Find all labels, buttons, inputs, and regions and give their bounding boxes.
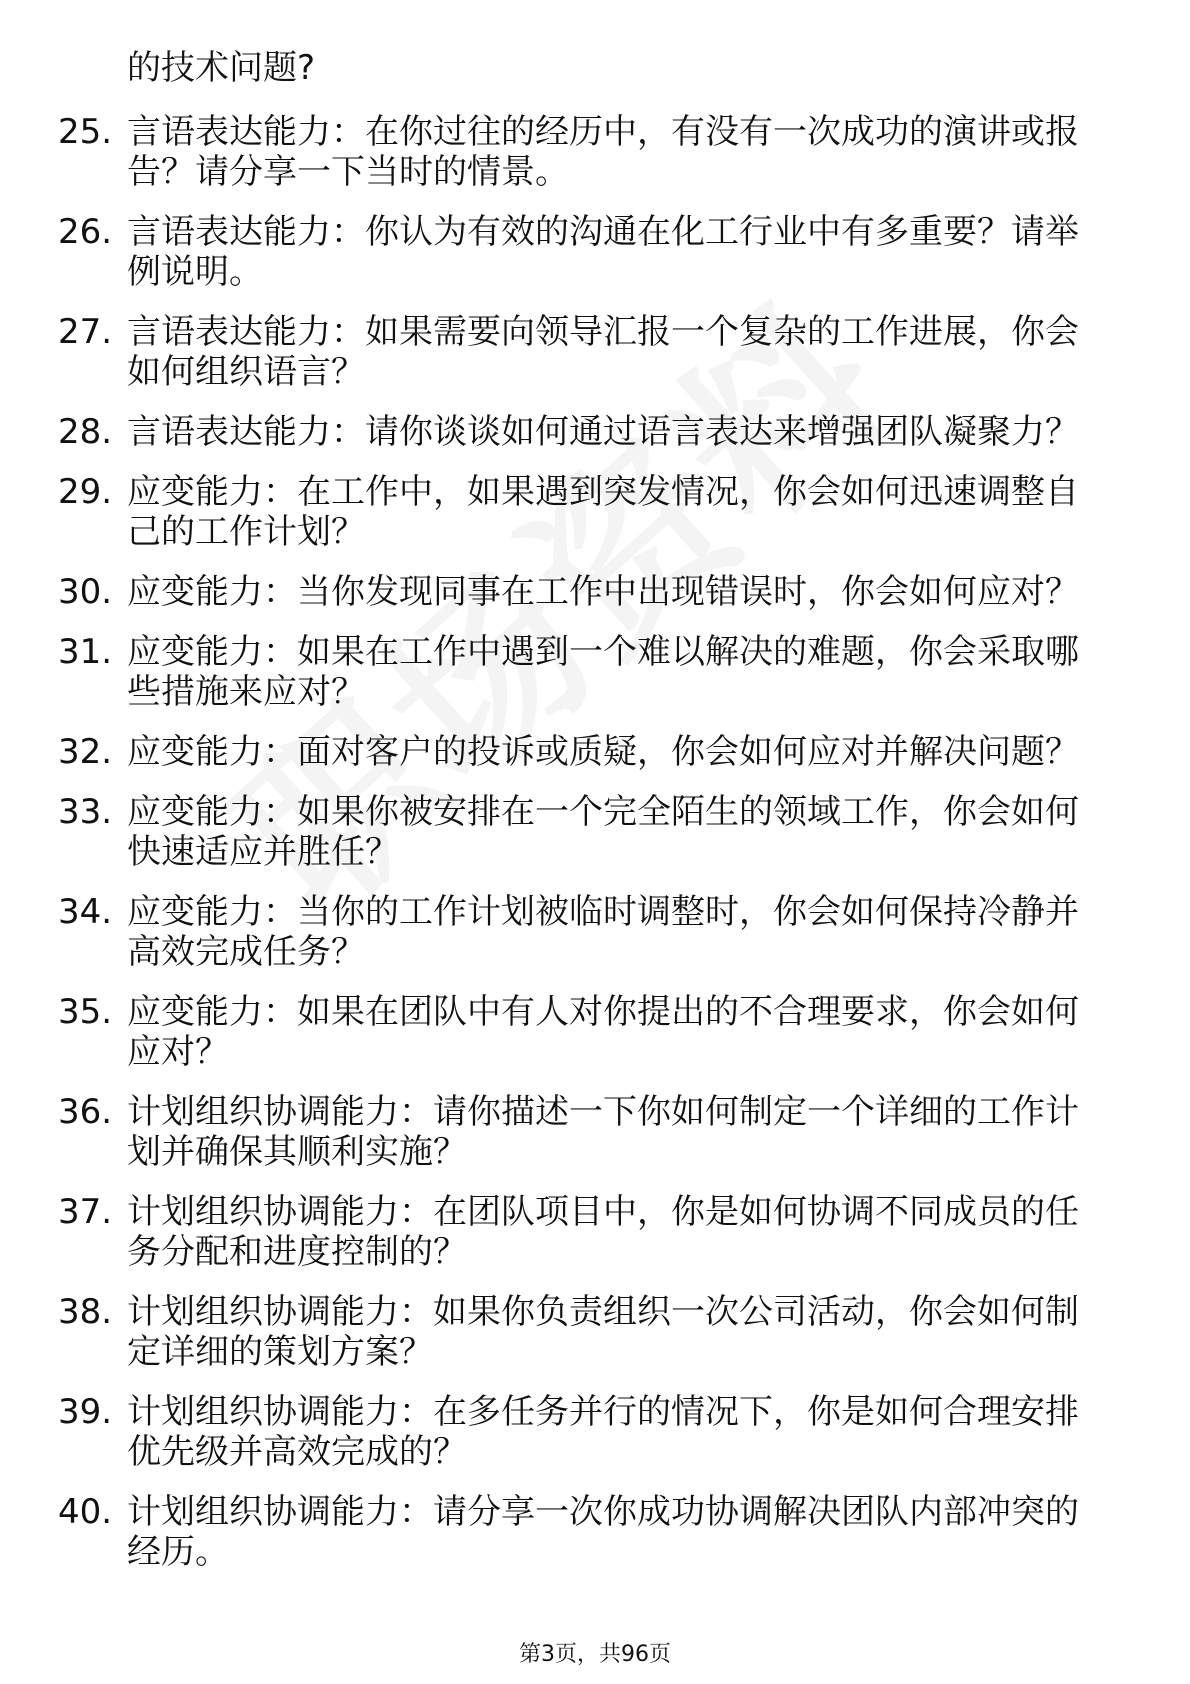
question-text-line: 应变能力：当你的工作计划被临时调整时，你会如何保持冷静并 [127,892,1079,932]
question-text-line: 言语表达能力：在你过往的经历中，有没有一次成功的演讲或报 [127,112,1079,152]
question-item [0,472,1190,552]
question-text-line: 应变能力：如果在团队中有人对你提出的不合理要求，你会如何 [127,992,1079,1032]
question-number: 27. [58,312,113,352]
question-item [0,412,1190,452]
question-text-line: 应变能力：面对客户的投诉或质疑，你会如何应对并解决问题？ [127,732,1079,772]
question-text-line: 定详细的策划方案？ [127,1332,433,1372]
question-number: 32. [58,732,113,772]
question-number: 31. [58,632,113,672]
question-number: 40. [58,1492,113,1532]
question-list [0,112,1190,1592]
question-text-line: 言语表达能力：你认为有效的沟通在化工行业中有多重要？请举 [127,212,1079,252]
question-text-line: 己的工作计划？ [127,512,365,552]
question-item [0,632,1190,712]
question-number: 34. [58,892,113,932]
question-text-line: 应变能力：如果你被安排在一个完全陌生的领域工作，你会如何 [127,792,1079,832]
question-item [0,992,1190,1072]
question-item [0,892,1190,972]
question-number: 37. [58,1192,113,1232]
question-item [0,792,1190,872]
question-text-line: 计划组织协调能力：请分享一次你成功协调解决团队内部冲突的 [127,1492,1079,1532]
question-text-line: 计划组织协调能力：在多任务并行的情况下，你是如何合理安排 [127,1392,1079,1432]
question-text-line: 应对？ [127,1032,229,1072]
question-number: 25. [58,112,113,152]
question-item [0,572,1190,612]
question-item [0,1092,1190,1172]
question-text-line: 经历。 [127,1532,229,1572]
continued-question-text: 的技术问题? [127,48,316,88]
question-item [0,212,1190,292]
question-text-line: 高效完成任务？ [127,932,365,972]
question-text-line: 告？请分享一下当时的情景。 [127,152,569,192]
question-number: 39. [58,1392,113,1432]
question-number: 30. [58,572,113,612]
question-text-line: 快速适应并胜任？ [127,832,399,872]
question-item [0,112,1190,192]
question-text-line: 如何组织语言？ [127,352,365,392]
question-text-line: 务分配和进度控制的？ [127,1232,467,1272]
question-text-line: 应变能力：在工作中，如果遇到突发情况，你会如何迅速调整自 [127,472,1079,512]
question-number: 26. [58,212,113,252]
question-number: 36. [58,1092,113,1132]
question-item [0,1292,1190,1372]
question-number: 33. [58,792,113,832]
question-text-line: 优先级并高效完成的？ [127,1432,467,1472]
question-text-line: 言语表达能力：如果需要向领导汇报一个复杂的工作进展，你会 [127,312,1079,352]
question-number: 38. [58,1292,113,1332]
question-text-line: 应变能力：当你发现同事在工作中出现错误时，你会如何应对？ [127,572,1079,612]
question-text-line: 计划组织协调能力：如果你负责组织一次公司活动，你会如何制 [127,1292,1079,1332]
question-text-line: 计划组织协调能力：在团队项目中，你是如何协调不同成员的任 [127,1192,1079,1232]
question-number: 28. [58,412,113,452]
question-number: 35. [58,992,113,1032]
question-text-line: 应变能力：如果在工作中遇到一个难以解决的难题，你会采取哪 [127,632,1079,672]
question-item [0,312,1190,392]
question-text-line: 些措施来应对？ [127,672,365,712]
question-number: 29. [58,472,113,512]
question-item [0,1492,1190,1572]
question-text-line: 言语表达能力：请你谈谈如何通过语言表达来增强团队凝聚力？ [127,412,1079,452]
question-item [0,732,1190,772]
page-footer: 第3页，共96页 [519,1642,671,1667]
question-text-line: 例说明。 [127,252,263,292]
question-item [0,1192,1190,1272]
question-text-line: 计划组织协调能力：请你描述一下你如何制定一个详细的工作计 [127,1092,1079,1132]
question-item [0,1392,1190,1472]
question-text-line: 划并确保其顺利实施？ [127,1132,467,1172]
